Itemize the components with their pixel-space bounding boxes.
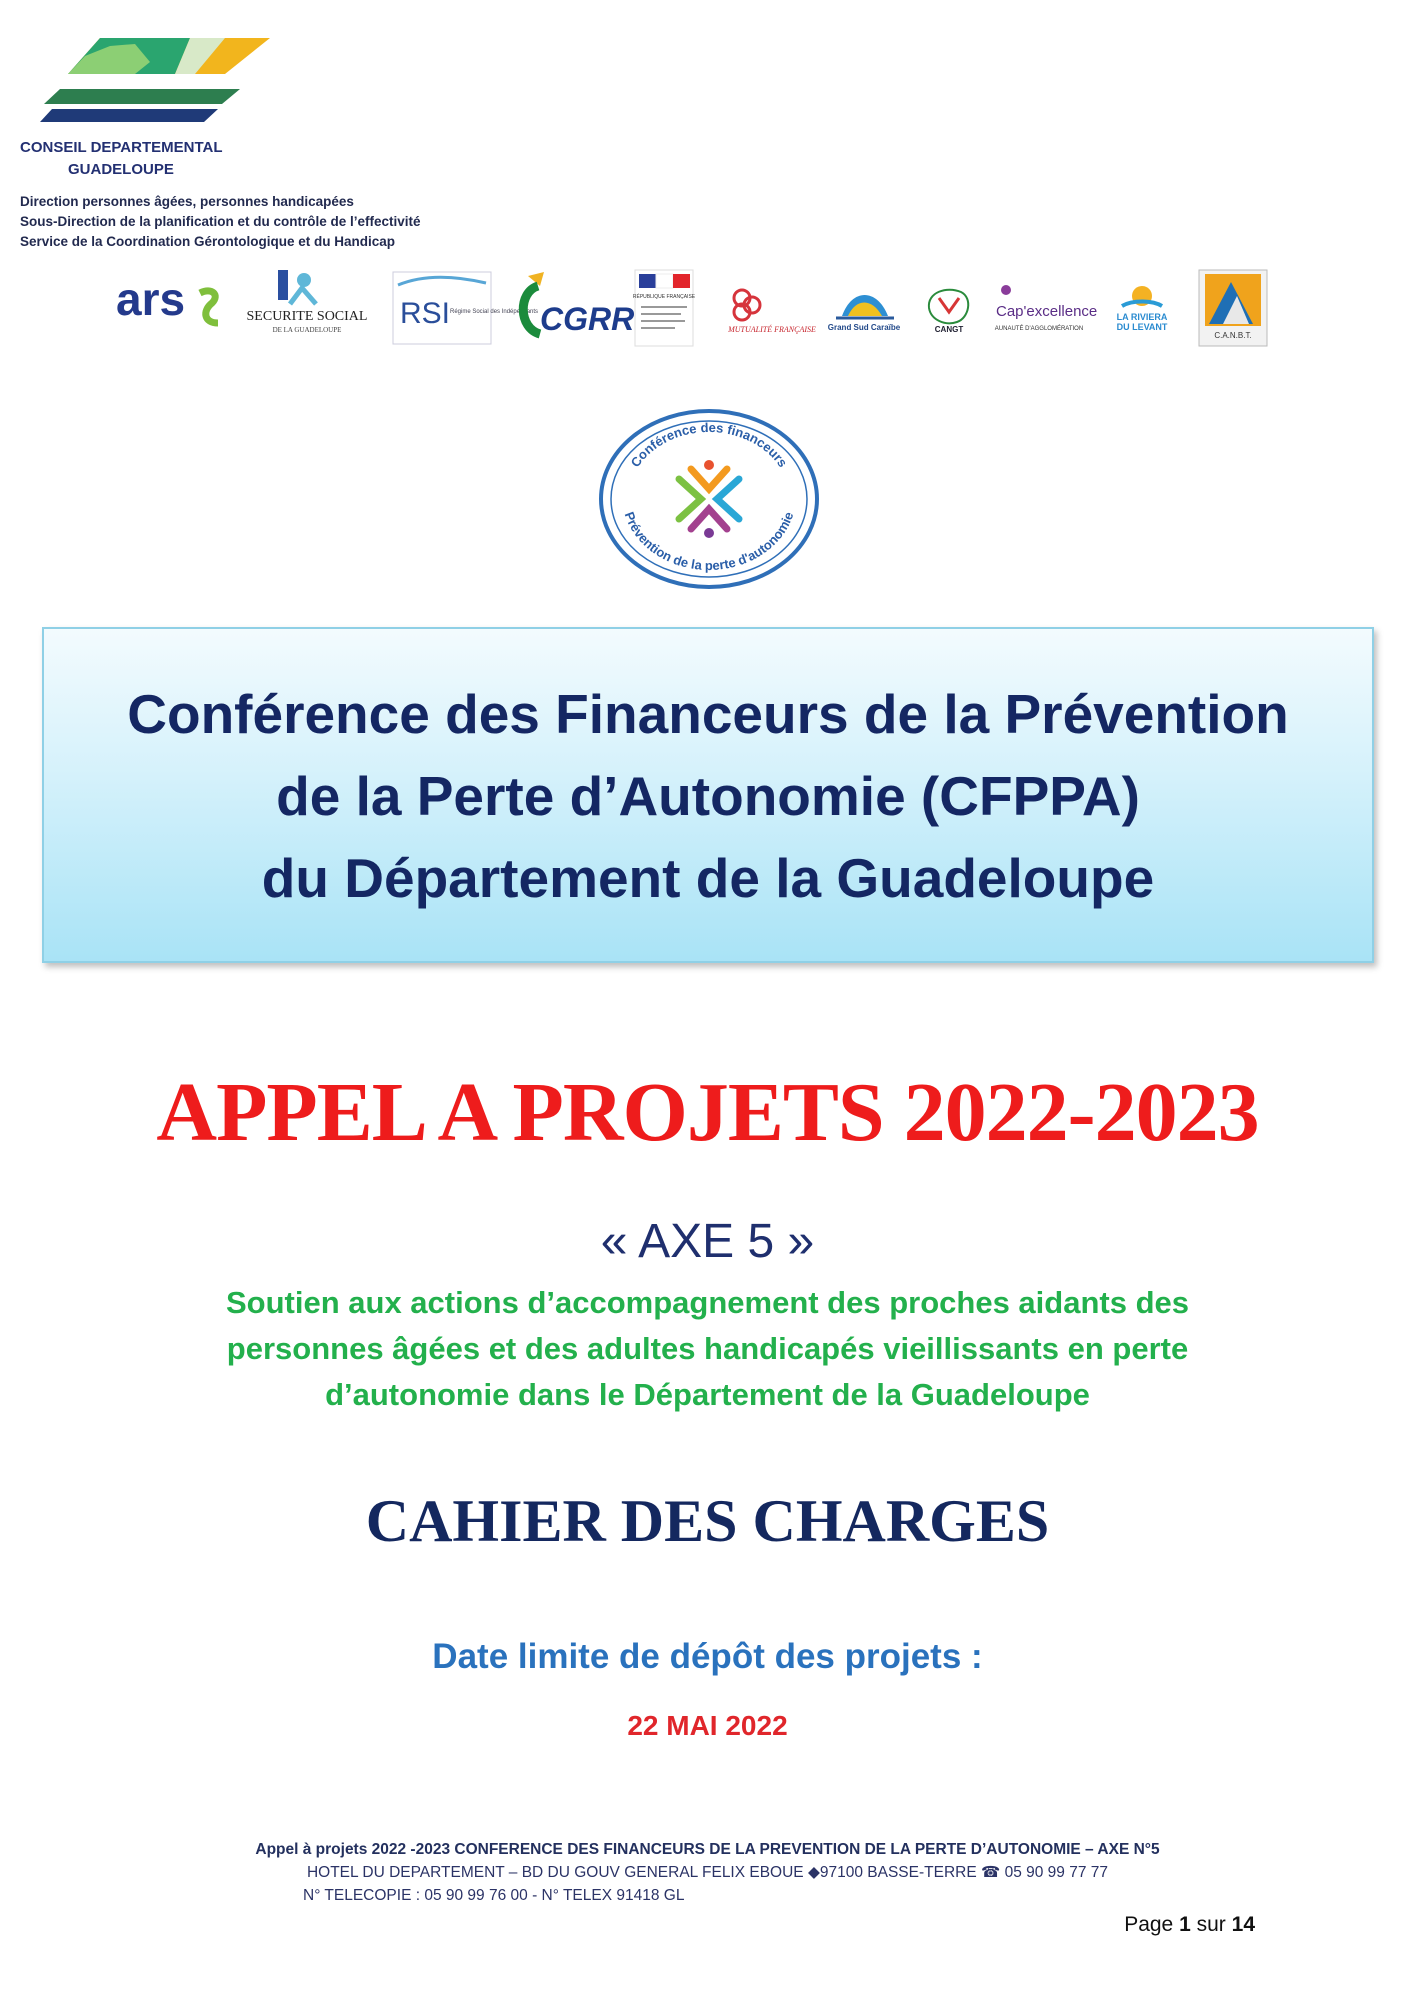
axe-description — [120, 1280, 1295, 1418]
organization-name-line1: CONSEIL DEPARTEMENTAL — [20, 139, 223, 156]
organization-name — [20, 137, 250, 181]
service-line: Service de la Coordination Gérontologique et du Handicap — [20, 234, 396, 249]
cap-excellence-logo — [992, 262, 1098, 354]
canbt-logo — [1194, 262, 1272, 354]
rsi-logo — [392, 262, 539, 354]
rsi-text: RSI — [400, 297, 451, 330]
securite-sociale-logo — [240, 262, 375, 354]
cahier-des-charges-heading: CAHIER DES CHARGES — [365, 1488, 1050, 1554]
republique-text: RÉPUBLIQUE FRANÇAISE — [632, 294, 696, 300]
conference-seal-logo — [598, 408, 820, 590]
page-footer — [0, 1838, 1415, 1907]
mutualite-francaise-logo — [720, 262, 816, 354]
canbt-text: C.A.N.B.T. — [1214, 331, 1252, 340]
deadline-value: 22 MAI 2022 — [627, 1710, 788, 1741]
partner-logos — [112, 262, 1272, 354]
page-current: 1 — [1179, 1913, 1191, 1936]
conseil-departemental-logo — [40, 34, 270, 126]
page-sep: sur — [1196, 1913, 1226, 1936]
axe-description-line2: personnes âgées et des adultes handicapés vieillissants en perte — [226, 1331, 1189, 1366]
securite-sociale-text: SECURITE SOCIAL — [246, 309, 368, 324]
seal-top-text: Conférence des financeurs — [627, 419, 791, 470]
cfppa-title-line3: du Département de la Guadeloupe — [261, 847, 1155, 909]
sous-direction-line: Sous-Direction de la planification et du contrôle de l’effectivité — [20, 214, 421, 229]
cfppa-title-line2: de la Perte d’Autonomie (CFPPA) — [276, 765, 1140, 827]
cap-excellence-subtext: AUNAUTÉ D'AGGLOMÉRATION — [994, 326, 1084, 332]
securite-sociale-subtext: DE LA GUADELOUPE — [272, 326, 342, 334]
organization-name-line2: GUADELOUPE — [68, 161, 174, 178]
riviera-du-levant-logo — [1100, 262, 1185, 354]
rsi-subtext: Régime Social des Indépendants — [450, 309, 539, 315]
footer-address: HOTEL DU DEPARTEMENT – BD DU GOUV GENERAL FELIX EBOUE ◆97100 BASSE-TERRE ☎ 05 90 99 77 77 — [306, 1864, 1109, 1881]
riviera-text-l2: DU LEVANT — [1116, 322, 1168, 332]
grand-sud-caraibe-logo — [822, 262, 907, 354]
cangt-text: CANGT — [934, 325, 964, 334]
footer-title: Appel à projets 2022 -2023 CONFERENCE DES FINANCEURS DE LA PREVENTION DE LA PERTE D’AUTONOMIE – AXE N°5 — [255, 1841, 1160, 1858]
cap-excellence-text: Cap'excellence — [996, 303, 1098, 320]
cangt-logo — [917, 262, 982, 354]
page-number — [1124, 1913, 1255, 1937]
appel-a-projets-heading: APPEL A PROJETS 2022-2023 — [156, 1066, 1259, 1159]
ars-logo-text: ars — [116, 273, 186, 325]
cfppa-title-box — [42, 627, 1374, 963]
cfppa-title-line1: Conférence des Financeurs de la Prévention — [127, 683, 1289, 745]
seal-bottom-text: Prévention de la perte d'autonomie — [621, 509, 797, 573]
axe-label: « AXE 5 » — [600, 1215, 815, 1268]
deadline-label: Date limite de dépôt des projets : — [432, 1637, 983, 1676]
cgrr-text: CGRR — [540, 301, 635, 337]
republique-francaise-logo — [630, 262, 698, 354]
riviera-text-l1: LA RIVIERA — [1116, 312, 1168, 322]
cgrr-logo — [510, 262, 635, 354]
ars-logo — [112, 262, 227, 354]
footer-telecopie: N° TELECOPIE : 05 90 99 76 00 - N° TELEX 91418 GL — [303, 1887, 685, 1904]
direction-line: Direction personnes âgées, personnes handicapées — [20, 194, 354, 209]
axe-description-line3: d’autonomie dans le Département de la Guadeloupe — [325, 1377, 1090, 1412]
mutualite-text: MUTUALITÉ FRANÇAISE — [728, 325, 816, 334]
organization-services — [20, 192, 520, 252]
grand-sud-text: Grand Sud Caraïbe — [827, 323, 901, 332]
axe-description-line1: Soutien aux actions d’accompagnement des proches aidants des — [226, 1285, 1189, 1320]
cfppa-title — [44, 673, 1372, 919]
page-word: Page — [1124, 1913, 1174, 1936]
page-total: 14 — [1231, 1913, 1255, 1936]
